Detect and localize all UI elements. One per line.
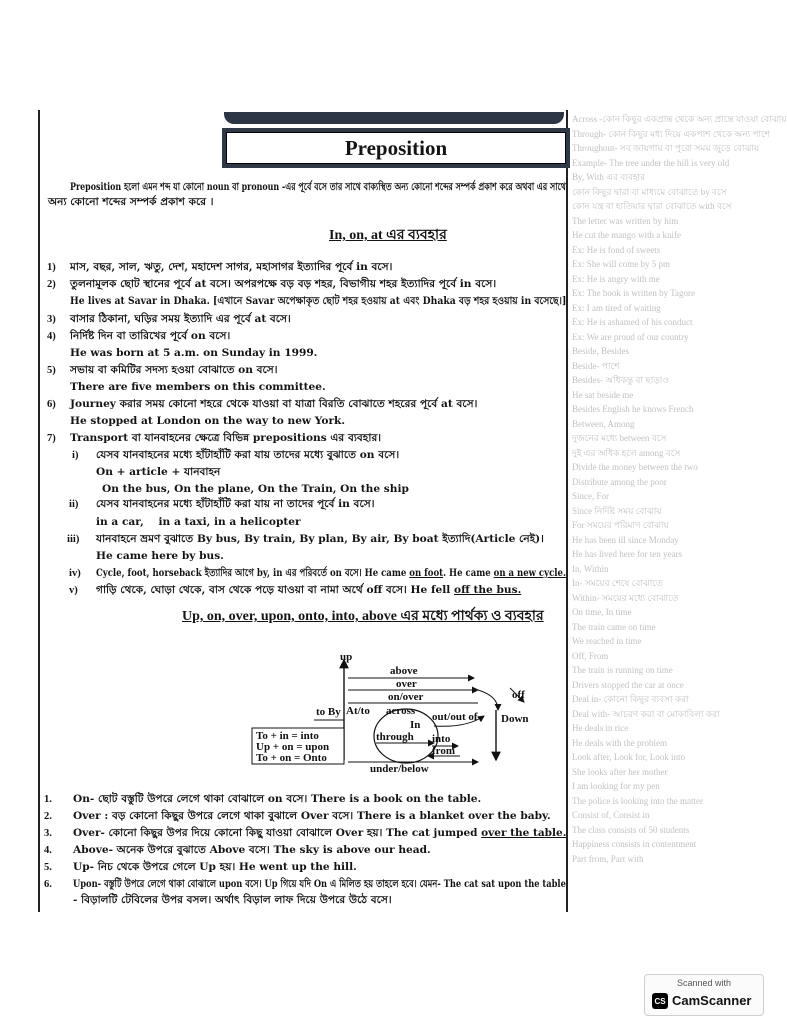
preposition-diagram xyxy=(246,648,546,778)
label-to-by: to By xyxy=(316,706,341,718)
label-over: over xyxy=(396,678,417,690)
usage-text: Above- অনেক উপরে বুঝাতে Above বসে। The sky is above our head. xyxy=(73,844,431,856)
header-decoration xyxy=(224,112,564,124)
formula-line: To + on = Onto xyxy=(256,752,327,764)
usage-number: 5. xyxy=(44,862,52,873)
transport-example: On the bus, On the plane, On the Train, On the ship xyxy=(102,483,409,495)
transport-number: ii) xyxy=(69,499,79,510)
rule-text: নির্দিষ্ট দিন বা তারিখের পূর্বে on বসে। xyxy=(70,330,231,342)
watermark-brand: CamScanner xyxy=(672,993,752,1008)
usage-number: 3. xyxy=(44,828,52,839)
rule-text: মাস, বছর, সাল, ঋতু, দেশ, মহাদেশ সাগর, মহাসাগর ইত্যাদির পূর্বে in বসে। xyxy=(70,261,393,273)
formula-line: To + in = into xyxy=(256,730,319,742)
rule-example: There are five members on this committee. xyxy=(70,381,326,393)
camscanner-watermark xyxy=(644,974,764,1016)
transport-number: iii) xyxy=(67,534,80,545)
rule-number: 3) xyxy=(47,314,56,325)
usage-number: 6. xyxy=(44,879,52,890)
transport-text: যেসব যানবাহনের মধ্যে হাঁটাহাঁটি করা যায় তাদের মধ্যে বুঝাতে on বসে। xyxy=(96,449,400,461)
rule-number: 1) xyxy=(47,262,56,273)
label-on-over: on/over xyxy=(388,691,424,703)
rule-text: বাসার ঠিকানা, ঘড়ির সময় ইত্যাদি এর পূর্বে at বসে। xyxy=(70,313,291,325)
transport-number: v) xyxy=(69,585,78,596)
rule-number: 6) xyxy=(47,399,56,410)
rule-example: He stopped at London on the way to new York. xyxy=(70,415,346,427)
label-under: under/below xyxy=(370,763,429,775)
label-up: up xyxy=(340,651,353,663)
rule-number: 4) xyxy=(47,331,56,342)
formula-line: Up + on = upon xyxy=(256,741,330,753)
label-at-to: At/to xyxy=(346,705,370,717)
rule-number: 7) xyxy=(47,433,56,444)
on-over-curve xyxy=(478,690,498,710)
camscanner-logo-icon: CS xyxy=(652,993,668,1009)
rule-text: সভায় বা কমিটির সদস্য হওয়া বোঝাতে on বসে। xyxy=(70,364,278,376)
usage-text: On- ছোট বস্তুটি উপরে লেগে থাকা বোঝালে on বসে। There is a book on the table. xyxy=(73,793,482,805)
definition-line-1: Preposition হলো এমন শব্দ যা কোনো noun বা pronoun -এর পূর্বে বসে তার সাথে বাক্যস্থিত অন্য কোনো শব্দের সম্পর্ক প্রকাশ করে অথবা এর সাথে xyxy=(70,181,566,193)
label-in: In xyxy=(410,719,421,731)
usage-text: Over- কোনো কিছুর উপর দিয়ে কোনো কিছু যাওয়া বোঝালে Over হয়। The cat jumped over the table. xyxy=(73,827,567,839)
rule-number: 5) xyxy=(47,365,56,376)
usage-text: Over : বড় কোনো কিছুর উপরে লেগে থাকা বুঝালে Over বসে। There is a blanket over the baby. xyxy=(73,810,551,822)
section-heading-in-on-at: In, on, at এর ব্যবহার xyxy=(329,228,447,243)
rule-text: Journey করার সময় কোনো শহরে থেকে যাওয়া বা যাত্রা বিরতি বোঝাতে শহরের পূর্বে at বসে। xyxy=(70,398,478,410)
label-through: through xyxy=(376,731,414,743)
usage-text: - বিড়ালটি টেবিলের উপর বসল। অর্থাৎ বিড়াল লাফ দিয়ে উপরে উঠে বসে। xyxy=(73,894,392,906)
transport-example: in a car, in a taxi, in a helicopter xyxy=(96,516,301,528)
watermark-caption: Scanned with xyxy=(676,978,732,988)
rule-text: Transport বা যানবাহনের ক্ষেত্রে বিভিন্ন prepositions এর ব্যবহার। xyxy=(70,432,382,444)
label-across: across xyxy=(386,705,416,717)
transport-number: iv) xyxy=(69,568,81,579)
transport-text: গাড়ি থেকে, ঘোড়া থেকে, বাস থেকে পড়ে যাওয়া বা নামা অর্থে off বসে। He fell off the bus. xyxy=(96,584,522,596)
transport-text: যেসব যানবাহনের মধ্যে হাঁটাহাঁটি করা যায় না তাদের পূর্বে in বসে। xyxy=(96,498,375,510)
rule-text: তুলনামূলক ছোট স্থানের পূর্বে at বসে। অপরপক্ষে বড় বড় শহর, বিভাগীয় শহর ইত্যাদির পূর্বে in বসে। xyxy=(70,278,497,290)
label-from: from xyxy=(432,745,456,757)
usage-number: 1. xyxy=(44,794,52,805)
transport-example: He came here by bus. xyxy=(96,550,224,562)
section-heading-up-on-over: Up, on, over, upon, onto, into, above এর মধ্যে পার্থক্য ও ব্যবহার xyxy=(182,609,544,624)
rule-example: He lives at Savar in Dhaka. [এখানে Savar অপেক্ষাকৃত ছোট শহর হওয়ায় at এবং Dhaka বড় শহর হওয়ায় in বসেছে।] xyxy=(70,295,567,307)
rule-number: 2) xyxy=(47,279,56,290)
page-title: Preposition xyxy=(226,132,566,164)
rule-example: He was born at 5 a.m. on Sunday in 1999. xyxy=(70,347,318,359)
transport-text: যানবাহনে ভ্রমণ বুঝাতে By bus, By train, By plan, By air, By boat ইত্যাদি(Article নেই)। xyxy=(96,533,544,545)
usage-text: Upon- বস্তুটি উপরে লেগে থাকা বোঝালে upon বসে। Up গিয়ে যদি On এ মিলিত হয় তাহলে হবে। যেমন- The cat sat upon the table xyxy=(73,878,566,890)
title-box xyxy=(222,128,570,168)
definition-line-2: অন্য কোনো শব্দের সম্পর্ক প্রকাশ করে । xyxy=(48,196,214,208)
transport-formula: On + article + যানবাহন xyxy=(96,466,221,478)
label-off: off xyxy=(512,689,525,701)
bleed-through-text: Across -কোন কিছুর একপ্রান্ত থেকে অন্য প্রান্তে যাওয়া বোঝায় Through- কোন কিছুর মধ্য দিয়ে একপাশ থেকে অন্য পাশে Throughout- সব জায়গায় বা পুরো সময় জুড়ে বোঝায় Example- The tree under the hill is very old By, With এর ব্যবহার কোন কিছুর দ্বারা বা মাধ্যমে বোঝাতে by বসে কোন যন্ত্র বা হাতিয়ার দ্বারা বোঝাতে with বসে The letter was written by him He cut the mango with a knife Ex: He is fond of sweets Ex: She will come by 5 pm Ex: He is angry with me Ex: The book is written by Tagore Ex: I am tired of waiting Ex: He is ashamed of his conduct Ex: We are proud of our country Beside, Besides Beside- পাশে Besides- অধিকন্তু বা ছাড়াও He sat beside me Besides English he knows French Between, Among দুজনের মধ্যে between বসে দুই এর অধিক হলে among বসে Divide the money between the two Distribute among the poor Since, For Since নির্দিষ্ট সময় বোঝায় For সময়ের পরিমাণ বোঝায় He has been ill since Monday He has lived here for ten years In, Within In- সময়ের শেষে বোঝাতে Within- সময়ের মধ্যে বোঝাতে On time, In time The train came on time We reached in time Off, From The train is running on time Drivers stopped the car at once Deal in- কোনো কিছুর ব্যবসা করা Deal with- আচরণ করা বা মোকাবিলা করা He deals in rice He deals with the problem Look after, Look for, Look into She looks after her mother I am looking for my pen The police is looking into the matter Consist of, Consist in The class consists of 50 students Happiness consists in contentment Part from, Part with xyxy=(572,114,787,864)
transport-number: i) xyxy=(72,450,79,461)
label-down: Down xyxy=(501,713,529,725)
label-into: into xyxy=(432,733,451,745)
usage-text: Up- নিচ থেকে উপরে গেলে Up হয়। He went up the hill. xyxy=(73,861,357,873)
label-out: out/out of xyxy=(432,711,478,723)
usage-number: 4. xyxy=(44,845,52,856)
transport-text: Cycle, foot, horseback ইত্যাদির আগে by, in এর পরিবর্তে on বসে। He came on foot. He came on a new cycle. xyxy=(96,567,566,579)
usage-number: 2. xyxy=(44,811,52,822)
label-above: above xyxy=(390,665,418,677)
